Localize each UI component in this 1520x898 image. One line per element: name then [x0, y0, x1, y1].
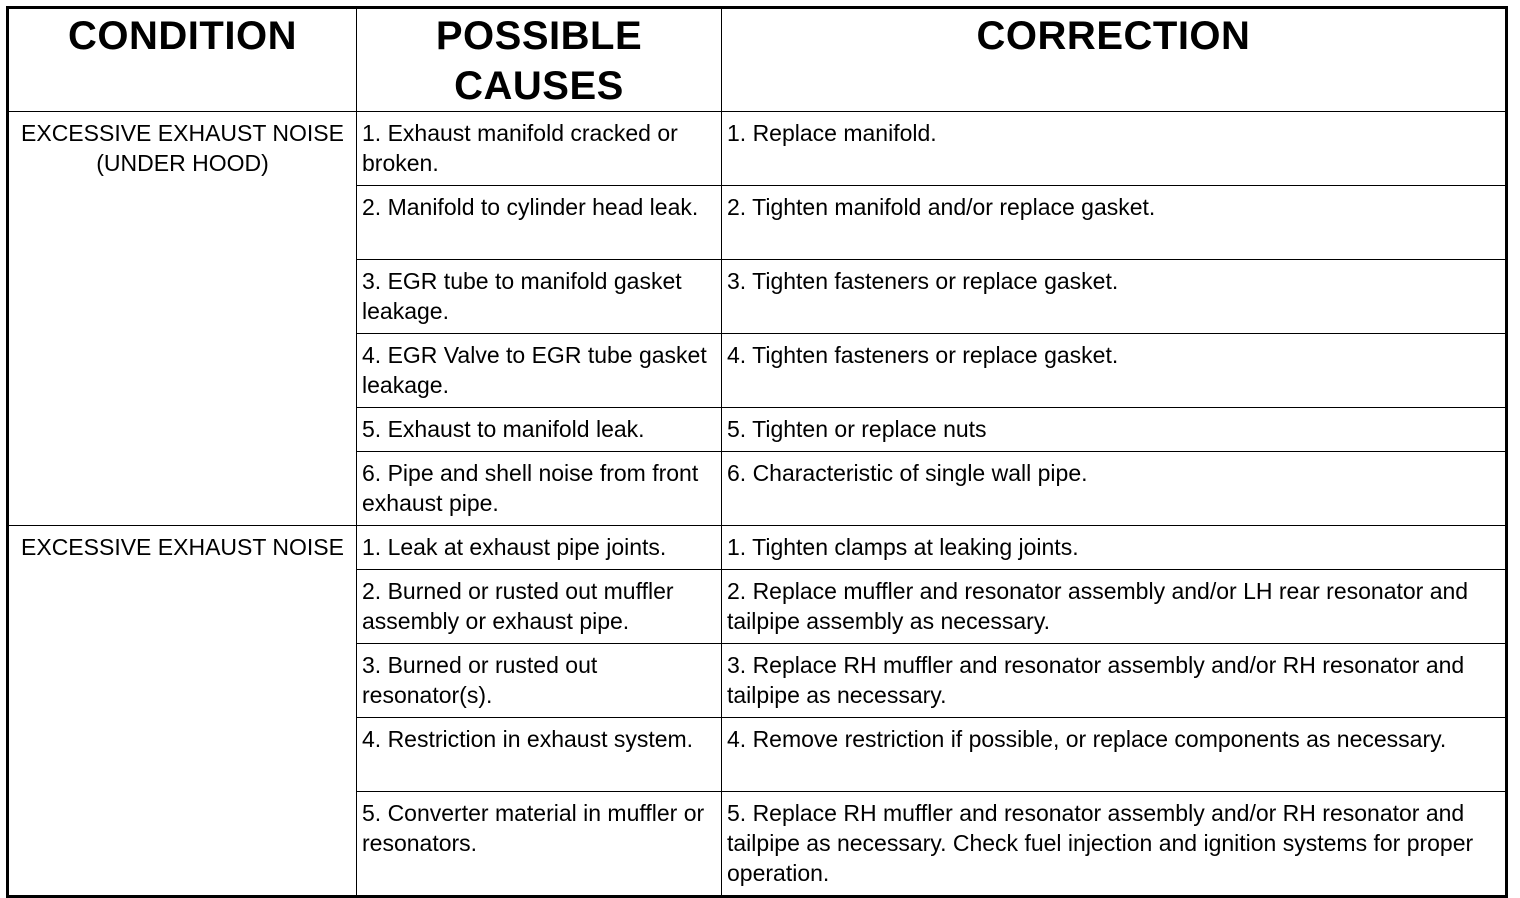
header-correction: CORRECTION	[722, 8, 1507, 112]
correction-cell: 5. Replace RH muffler and resonator assembly and/or RH resonator and tailpipe as necessary. Check fuel injection and ignition systems for proper operation.	[722, 792, 1507, 897]
correction-cell: 4. Remove restriction if possible, or replace components as necessary.	[722, 718, 1507, 792]
table-row	[8, 526, 1507, 570]
cause-cell: 5. Exhaust to manifold leak.	[357, 408, 722, 452]
cause-cell: 3. EGR tube to manifold gasket leakage.	[357, 260, 722, 334]
correction-cell: 3. Replace RH muffler and resonator assembly and/or RH resonator and tailpipe as necessary.	[722, 644, 1507, 718]
correction-cell: 1. Tighten clamps at leaking joints.	[722, 526, 1507, 570]
correction-cell: 5. Tighten or replace nuts	[722, 408, 1507, 452]
cause-cell: 2. Manifold to cylinder head leak.	[357, 186, 722, 260]
table-row	[8, 112, 1507, 186]
header-causes-line2: CAUSES	[454, 64, 624, 108]
header-condition: CONDITION	[8, 8, 357, 112]
header-causes-line1: POSSIBLE	[435, 14, 643, 58]
header-possible-causes	[357, 8, 722, 112]
header-row	[8, 8, 1507, 112]
correction-cell: 4. Tighten fasteners or replace gasket.	[722, 334, 1507, 408]
correction-cell: 1. Replace manifold.	[722, 112, 1507, 186]
condition-cell: EXCESSIVE EXHAUST NOISE	[8, 526, 357, 897]
cause-cell: 1. Leak at exhaust pipe joints.	[357, 526, 722, 570]
cause-cell: 3. Burned or rusted out resonator(s).	[357, 644, 722, 718]
correction-cell: 2. Replace muffler and resonator assembly and/or LH rear resonator and tailpipe assembly as necessary.	[722, 570, 1507, 644]
correction-cell: 2. Tighten manifold and/or replace gasket.	[722, 186, 1507, 260]
cause-cell: 2. Burned or rusted out muffler assembly or exhaust pipe.	[357, 570, 722, 644]
condition-cell: EXCESSIVE EXHAUST NOISE (UNDER HOOD)	[8, 112, 357, 526]
diagnosis-table	[6, 6, 1508, 898]
correction-cell: 3. Tighten fasteners or replace gasket.	[722, 260, 1507, 334]
cause-cell: 5. Converter material in muffler or resonators.	[357, 792, 722, 897]
cause-cell: 6. Pipe and shell noise from front exhaust pipe.	[357, 452, 722, 526]
cause-cell: 1. Exhaust manifold cracked or broken.	[357, 112, 722, 186]
cause-cell: 4. Restriction in exhaust system.	[357, 718, 722, 792]
correction-cell: 6. Characteristic of single wall pipe.	[722, 452, 1507, 526]
cause-cell: 4. EGR Valve to EGR tube gasket leakage.	[357, 334, 722, 408]
